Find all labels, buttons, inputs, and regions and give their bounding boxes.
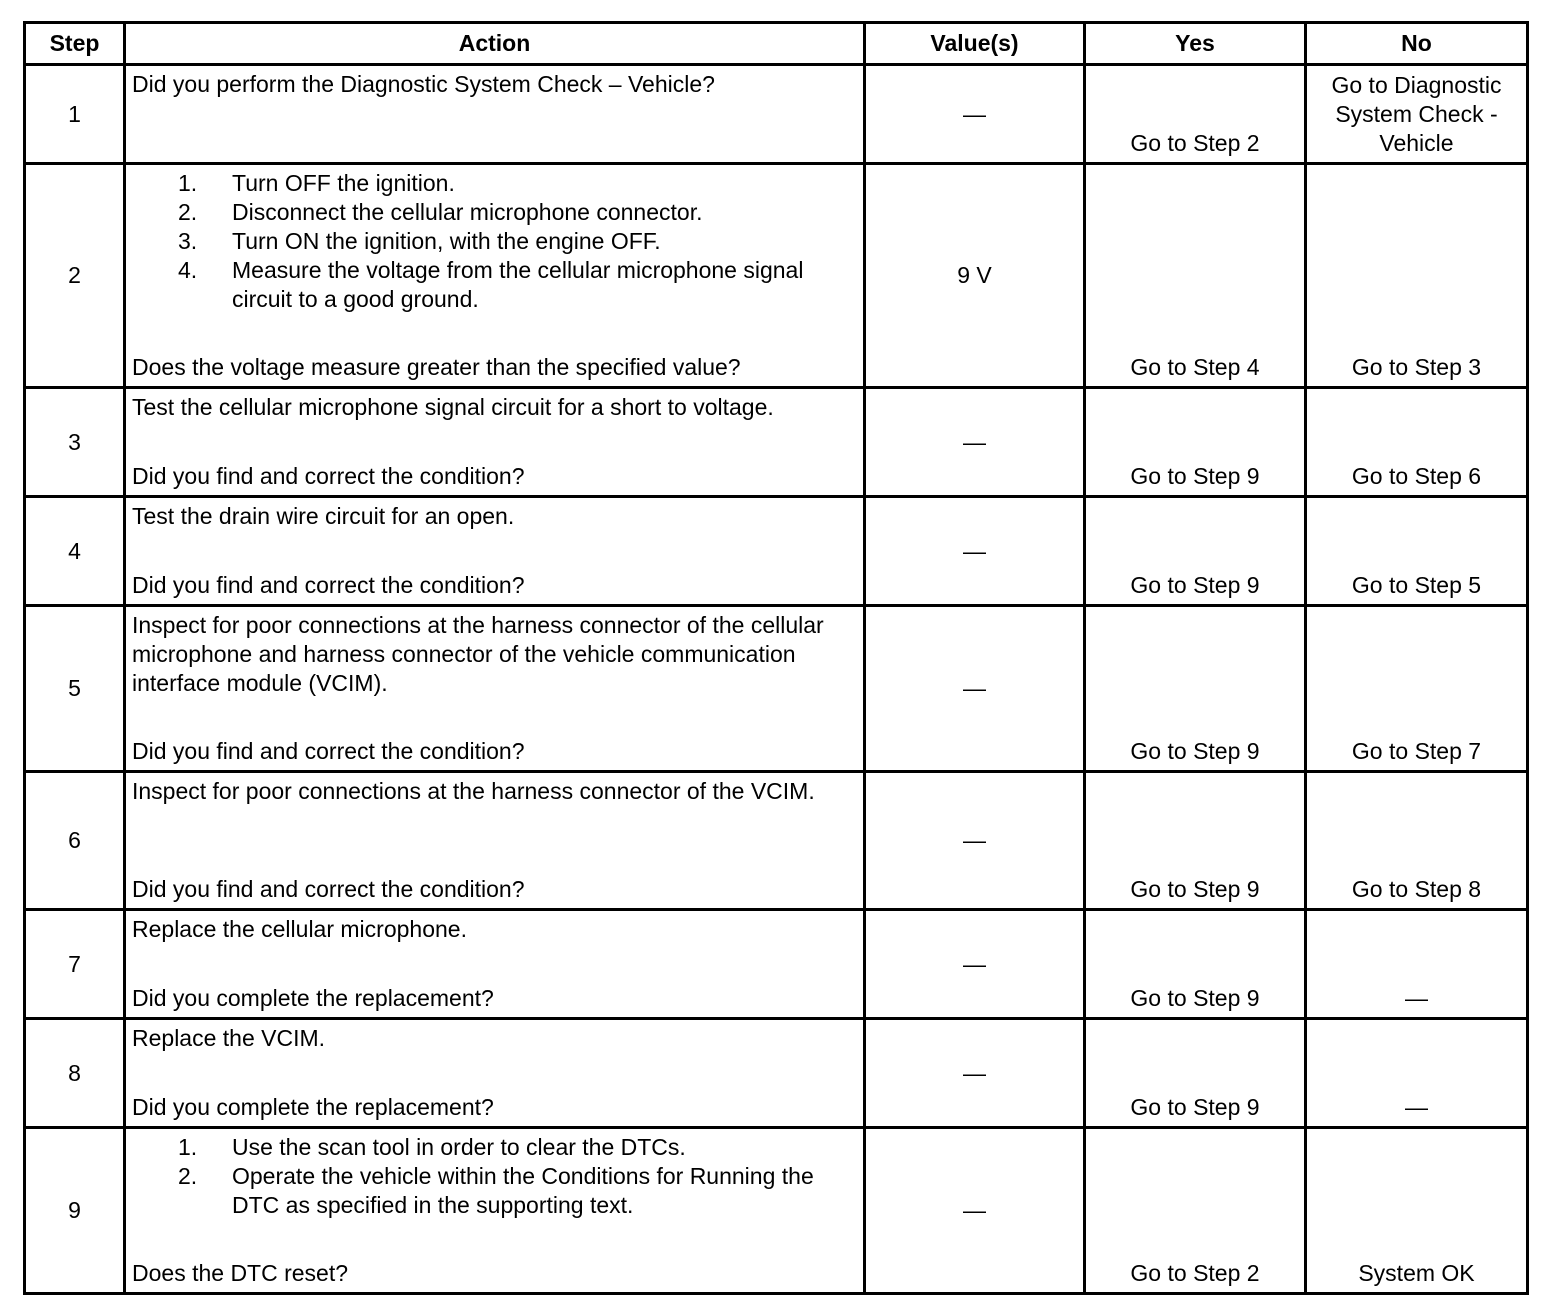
yes-cell (1085, 910, 1306, 1019)
question-text: Does the voltage measure greater than the specified value? (132, 354, 741, 380)
substep-item (126, 1133, 857, 1162)
yes-text: Go to Step 4 (1130, 354, 1260, 380)
header-yes: Yes (1085, 23, 1306, 65)
substep-number: 2. (178, 199, 198, 225)
step-number: 3 (25, 388, 125, 497)
table-row (25, 497, 1528, 606)
yes-cell (1085, 606, 1306, 772)
table-row (25, 164, 1528, 388)
table-row (25, 772, 1528, 910)
header-no: No (1306, 23, 1528, 65)
no-cell (1306, 497, 1528, 606)
substep-text: Disconnect the cellular microphone connector. (232, 199, 703, 225)
substep-number: 1. (178, 1134, 198, 1160)
action-text: Inspect for poor connections at the harness connector of the VCIM. (132, 778, 815, 804)
substep-number: 1. (178, 170, 198, 196)
action-cell (125, 910, 865, 1019)
value-cell: — (865, 497, 1085, 606)
action-cell (125, 65, 865, 164)
yes-text: Go to Step 9 (1130, 572, 1260, 598)
substep-list (126, 1133, 857, 1220)
yes-cell (1085, 65, 1306, 164)
value-cell: — (865, 65, 1085, 164)
no-cell (1306, 910, 1528, 1019)
substep-number: 2. (178, 1163, 198, 1189)
yes-text: Go to Step 2 (1130, 130, 1260, 156)
yes-text: Go to Step 9 (1130, 463, 1260, 489)
yes-text: Go to Step 2 (1130, 1260, 1260, 1286)
value-cell: — (865, 606, 1085, 772)
no-text: Go to Step 5 (1351, 572, 1482, 598)
table-row (25, 1128, 1528, 1294)
no-cell (1306, 65, 1528, 164)
action-text: Did you perform the Diagnostic System Check – Vehicle? (132, 71, 715, 97)
step-number: 7 (25, 910, 125, 1019)
no-text: Go to Step 8 (1351, 876, 1482, 902)
value-cell: — (865, 1128, 1085, 1294)
no-text: Go to Step 6 (1351, 463, 1482, 489)
step-number: 2 (25, 164, 125, 388)
yes-text: Go to Step 9 (1130, 876, 1260, 902)
table-row (25, 388, 1528, 497)
substep-item (126, 198, 857, 227)
action-cell (125, 1019, 865, 1128)
no-cell (1306, 1019, 1528, 1128)
question-text: Did you find and correct the condition? (132, 572, 525, 598)
substep-number: 3. (178, 228, 198, 254)
yes-cell (1085, 1019, 1306, 1128)
action-cell (125, 388, 865, 497)
action-text: Replace the cellular microphone. (132, 916, 467, 942)
diagnostic-table (23, 21, 1529, 1295)
header-step: Step (25, 23, 125, 65)
question-text: Did you complete the replacement? (132, 1094, 494, 1120)
action-cell (125, 606, 865, 772)
action-text: Inspect for poor connections at the harness connector of the cellular microphone and harness connector of the vehicle communication interface module (VCIM). (132, 612, 824, 696)
yes-text: Go to Step 9 (1130, 1094, 1260, 1120)
no-cell (1306, 164, 1528, 388)
action-cell (125, 164, 865, 388)
question-text: Did you complete the replacement? (132, 985, 494, 1011)
substep-item (126, 256, 857, 314)
action-text: Test the cellular microphone signal circuit for a short to voltage. (132, 394, 774, 420)
substep-item (126, 169, 857, 198)
no-text: Go to Step 3 (1351, 354, 1482, 380)
substep-text: Use the scan tool in order to clear the DTCs. (232, 1134, 686, 1160)
substep-text: Turn OFF the ignition. (232, 170, 455, 196)
value-cell: — (865, 772, 1085, 910)
no-cell (1306, 388, 1528, 497)
yes-cell (1085, 1128, 1306, 1294)
yes-cell (1085, 164, 1306, 388)
step-number: 8 (25, 1019, 125, 1128)
action-cell (125, 772, 865, 910)
yes-cell (1085, 497, 1306, 606)
question-text: Did you find and correct the condition? (132, 876, 525, 902)
yes-cell (1085, 388, 1306, 497)
action-text: Test the drain wire circuit for an open. (132, 503, 515, 529)
step-number: 9 (25, 1128, 125, 1294)
question-text: Does the DTC reset? (132, 1260, 349, 1286)
header-row (25, 23, 1528, 65)
question-text: Did you find and correct the condition? (132, 738, 525, 764)
no-text: Go to Step 7 (1351, 738, 1482, 764)
no-text: System OK (1358, 1260, 1475, 1286)
table-row (25, 1019, 1528, 1128)
action-cell (125, 497, 865, 606)
question-text: Did you find and correct the condition? (132, 463, 525, 489)
action-cell (125, 1128, 865, 1294)
no-cell (1306, 772, 1528, 910)
no-text: — (1405, 985, 1428, 1011)
substep-text: Turn ON the ignition, with the engine OFF. (232, 228, 661, 254)
step-number: 5 (25, 606, 125, 772)
yes-text: Go to Step 9 (1130, 985, 1260, 1011)
value-cell: — (865, 1019, 1085, 1128)
action-text: Replace the VCIM. (132, 1025, 326, 1051)
table-row (25, 606, 1528, 772)
table-row (25, 65, 1528, 164)
table-row (25, 910, 1528, 1019)
step-number: 4 (25, 497, 125, 606)
value-cell: — (865, 388, 1085, 497)
header-action: Action (125, 23, 865, 65)
substep-item (126, 1162, 857, 1220)
substep-number: 4. (178, 257, 198, 283)
no-text: — (1405, 1094, 1428, 1120)
yes-cell (1085, 772, 1306, 910)
substep-text: Operate the vehicle within the Conditions for Running the DTC as specified in the supporting text. (232, 1163, 814, 1218)
substep-item (126, 227, 857, 256)
no-cell (1306, 1128, 1528, 1294)
no-cell (1306, 606, 1528, 772)
step-number: 1 (25, 65, 125, 164)
value-cell: — (865, 910, 1085, 1019)
header-values: Value(s) (865, 23, 1085, 65)
yes-text: Go to Step 9 (1130, 738, 1260, 764)
substep-text: Measure the voltage from the cellular microphone signal circuit to a good ground. (232, 257, 804, 312)
substep-list (126, 169, 857, 314)
step-number: 6 (25, 772, 125, 910)
value-cell: 9 V (865, 164, 1085, 388)
no-text: Go to Diagnostic System Check - Vehicle (1331, 72, 1502, 156)
